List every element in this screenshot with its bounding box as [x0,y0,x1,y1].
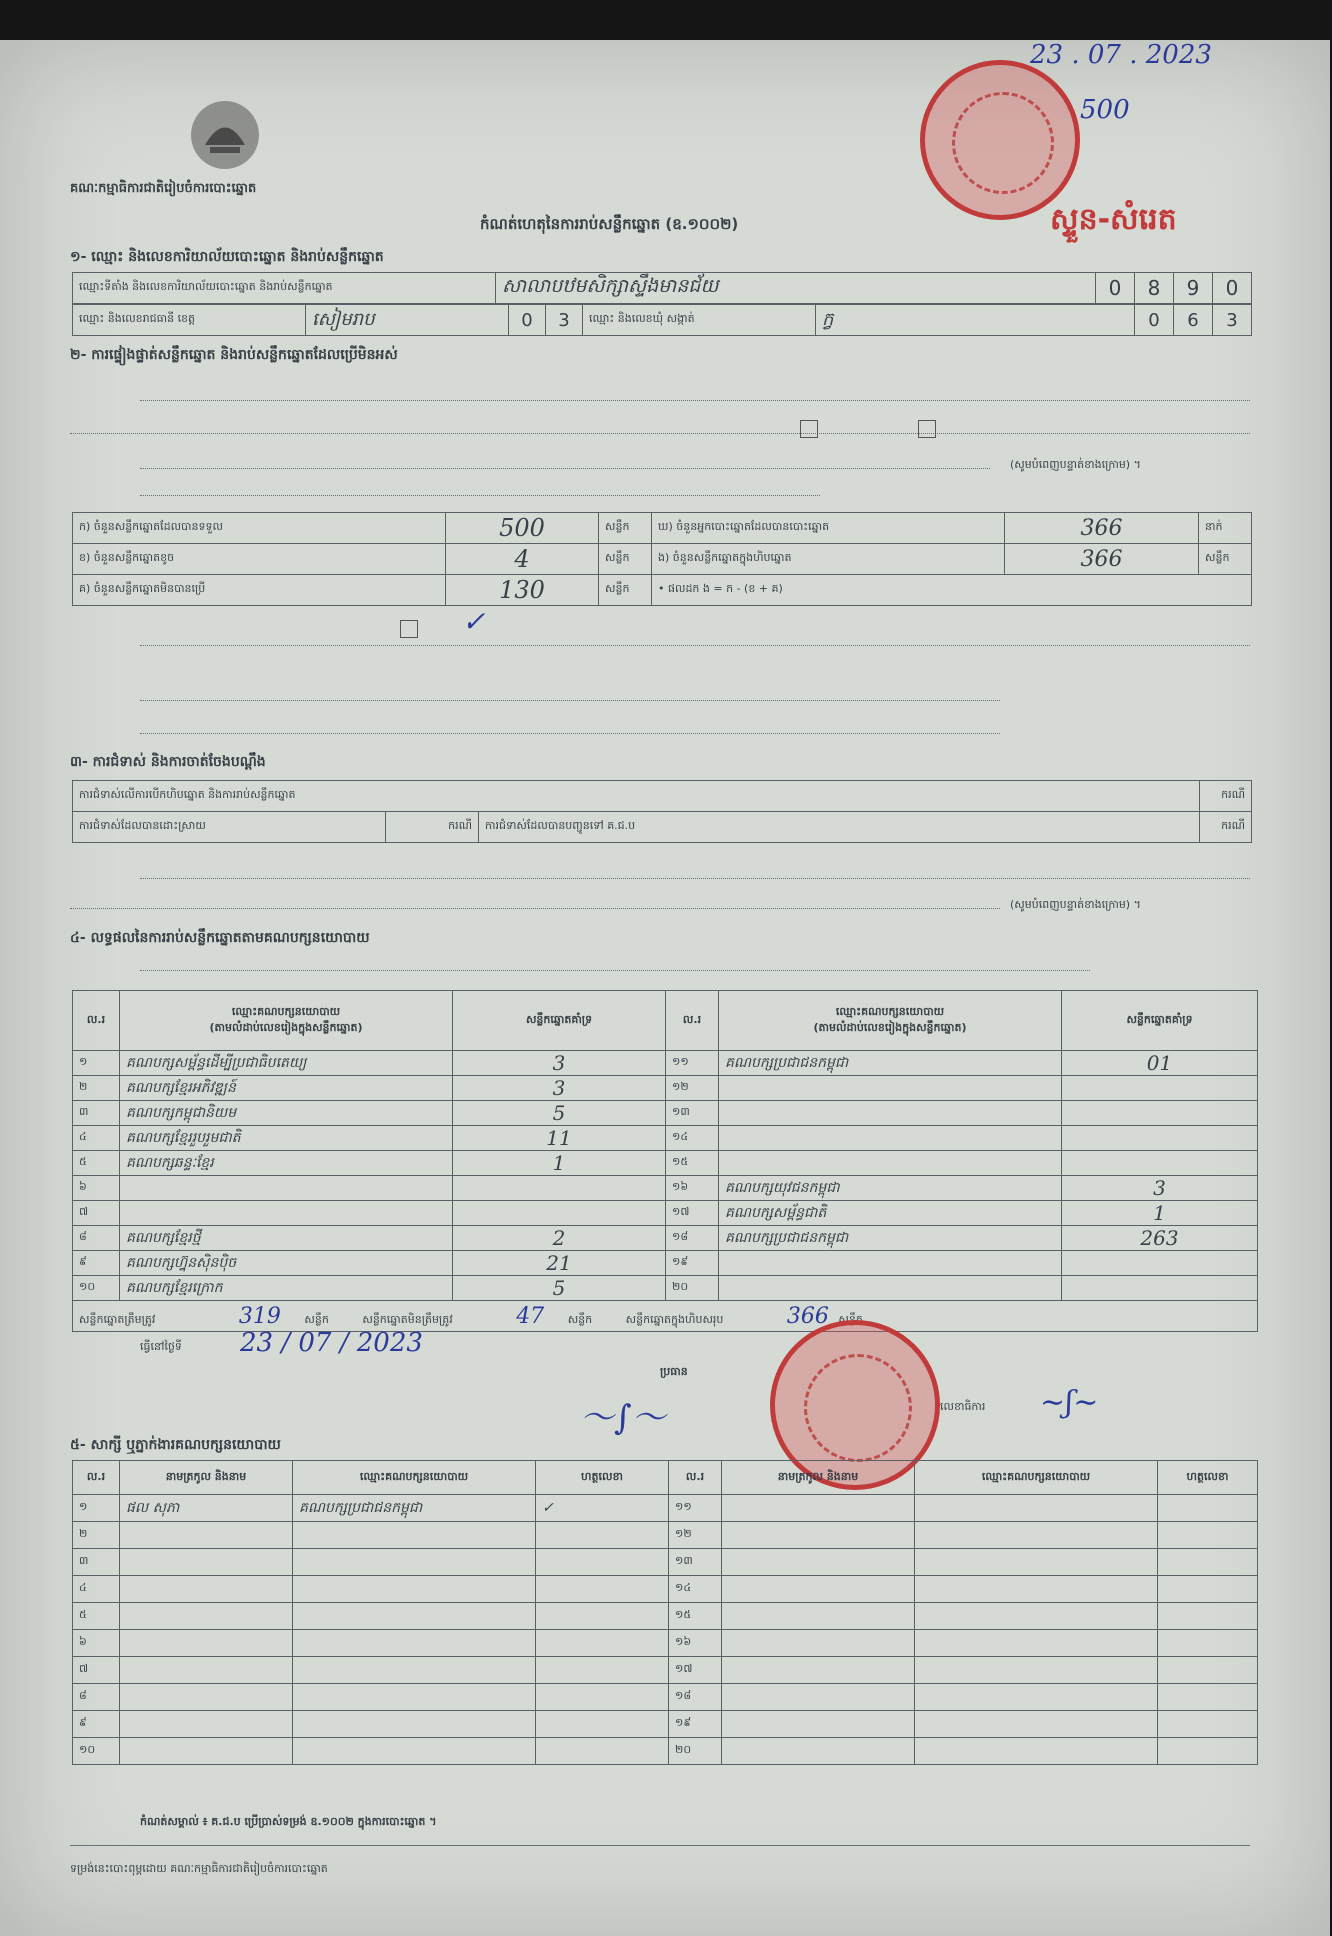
w-left-name [120,1657,293,1684]
s2-value-a: 500 [446,513,599,544]
left-party: គណបក្សខ្មែររួបរួមជាតិ [120,1126,453,1151]
right-party: គណបក្សសម្ព័ន្ធជាតិ [719,1201,1062,1226]
witness-row [73,1630,1258,1657]
witness-row [73,1738,1258,1765]
left-party: គណបក្សសម្ព័ន្ធដើម្បីប្រជាធិបតេយ្យ [120,1051,453,1076]
w-right-party [915,1549,1158,1576]
total-all: 366 [786,1303,829,1329]
w-right-sign [1158,1549,1258,1576]
w-left-party [293,1603,536,1630]
w-left-party: គណបក្សប្រជាជនកម្ពុជា [293,1495,536,1522]
w-right-party [915,1603,1158,1630]
witness-row [73,1549,1258,1576]
checkbox[interactable] [800,418,818,438]
left-no: ៨ [73,1226,120,1251]
w-right-no: ១៧ [669,1657,722,1684]
left-no: ៩ [73,1251,120,1276]
s3-row2: ការជំទាស់ដែលបានដោះស្រាយ [73,812,386,843]
col-no-right: ល.រ [666,991,719,1051]
date-label: ធ្វើនៅថ្ងៃទី [140,1340,182,1353]
w-col-party-right: ឈ្មោះគណបក្សនយោបាយ [915,1461,1158,1495]
w-right-sign [1158,1495,1258,1522]
commune-label: ឈ្មោះ និងលេខឃុំ សង្កាត់ [583,305,816,336]
s2-label-d: ឃ) ចំនួនអ្នកបោះឆ្នោតដែលបានបោះឆ្នោត [652,513,1005,544]
w-left-name [120,1549,293,1576]
w-left-sign [536,1603,669,1630]
checkbox[interactable] [918,418,936,438]
table-row [73,1126,1258,1151]
totals-row: សន្លឹកឆ្នោតត្រឹមត្រូវ 319 សន្លឹក សន្លឹកឆ្នោតមិនត្រឹមត្រូវ 47 សន្លឹក សន្លឹកឆ្នោតក្នុងហិបសរុប 366 សន្លឹក [73,1301,1258,1332]
w-col-sign-right: ហត្ថលេខា [1158,1461,1258,1495]
col-votes-left: សន្លឹកឆ្នោតគាំទ្រ [453,991,666,1051]
right-votes: 1 [1062,1201,1258,1226]
section2-table [72,512,1252,606]
form-sheet [0,40,1330,1936]
right-party: គណបក្សប្រជាជនកម្ពុជា [719,1051,1062,1076]
left-no: ១០ [73,1276,120,1301]
w-left-party [293,1549,536,1576]
right-party: គណបក្សយុវជនកម្ពុជា [719,1176,1062,1201]
w-right-sign [1158,1576,1258,1603]
left-no: ៣ [73,1101,120,1126]
s3-row2-unit: ករណី [1199,812,1251,843]
s2-value-c: 130 [446,575,599,606]
section2-note: (សូមបំពេញបន្ទាត់ខាងក្រោម) ។ [1010,458,1141,471]
w-left-party [293,1522,536,1549]
right-no: ១២ [666,1076,719,1101]
w-left-party [293,1738,536,1765]
w-right-no: ១៨ [669,1684,722,1711]
stamp-text: ស្ទួន-សំរេត [1050,202,1177,237]
office-label: ឈ្មោះទីតាំង និងលេខការិយាល័យបោះឆ្នោត និងរាប់សន្លឹកឆ្នោត [73,273,496,304]
right-party [719,1276,1062,1301]
right-votes: 01 [1062,1051,1258,1076]
right-party: គណបក្សប្រជាជនកម្ពុជា [719,1226,1062,1251]
w-right-party [915,1657,1158,1684]
w-col-no-right: ល.រ [669,1461,722,1495]
section1-table-row2 [72,304,1252,336]
w-left-name [120,1576,293,1603]
s3-row2-mid: ករណី [386,812,479,843]
commune-name: ក្វ [816,305,1135,336]
w-right-sign [1158,1657,1258,1684]
w-right-name [722,1630,915,1657]
w-right-name [722,1738,915,1765]
w-left-sign [536,1711,669,1738]
right-no: ២០ [666,1276,719,1301]
section1-table [72,272,1252,304]
commune-digit-1: 0 [1135,305,1174,336]
w-right-party [915,1711,1158,1738]
dotted-line [140,733,1000,734]
right-votes [1062,1151,1258,1176]
s2-label-e: ង) ចំនួនសន្លឹកឆ្នោតក្នុងហិបឆ្នោត [652,544,1005,575]
left-votes: 3 [453,1076,666,1101]
w-left-party [293,1711,536,1738]
left-party: គណបក្សខ្មែរថ្មី [120,1226,453,1251]
w-right-no: ១៣ [669,1549,722,1576]
w-right-sign [1158,1603,1258,1630]
right-votes [1062,1126,1258,1151]
w-left-name [120,1630,293,1657]
w-right-party [915,1738,1158,1765]
total-valid: 319 [238,1303,281,1329]
witness-row [73,1576,1258,1603]
w-right-sign [1158,1711,1258,1738]
handwritten-date: 23 . 07 . 2023 [1030,40,1212,70]
w-right-party [915,1522,1158,1549]
col-party-right: ឈ្មោះគណបក្សនយោបាយ (តាមលំដាប់លេខរៀងក្នុងសន្លឹកឆ្នោត) [719,991,1062,1051]
w-right-no: ១២ [669,1522,722,1549]
left-votes: 21 [453,1251,666,1276]
office-digit-1: 0 [1096,273,1135,304]
w-left-sign: ✓ [536,1495,669,1522]
witness-row [73,1603,1258,1630]
w-right-sign [1158,1630,1258,1657]
left-votes: 3 [453,1051,666,1076]
left-votes [453,1201,666,1226]
office-name: សាលាបឋមសិក្សាស្ទឹងមានជ័យ [496,273,1096,304]
dotted-line [140,700,1000,701]
witness-row [73,1522,1258,1549]
w-left-name [120,1522,293,1549]
left-no: ២ [73,1076,120,1101]
s2-label-a: ក) ចំនួនសន្លឹកឆ្នោតដែលបានទទួល [73,513,446,544]
left-votes: 1 [453,1151,666,1176]
s2-formula: • ផលដក ង = ក - (ខ + គ) [652,575,1252,606]
office-digit-3: 9 [1174,273,1213,304]
right-votes [1062,1101,1258,1126]
table-row [73,1276,1258,1301]
right-no: ១៤ [666,1126,719,1151]
w-left-name [120,1711,293,1738]
s2-unit-b: សន្លឹក [599,544,652,575]
dotted-line [70,908,1000,909]
w-left-no: ៥ [73,1603,120,1630]
table-row [73,1201,1258,1226]
w-right-no: ១៥ [669,1603,722,1630]
commune-digit-3: 3 [1213,305,1252,336]
w-left-name [120,1738,293,1765]
s2-value-b: 4 [446,544,599,575]
w-left-sign [536,1549,669,1576]
left-votes: 5 [453,1101,666,1126]
w-right-sign [1158,1522,1258,1549]
section4-title: ៤- លទ្ធផលនៃការរាប់សន្លឹកឆ្នោតតាមគណបក្សនយោបាយ [70,930,370,946]
total-invalid: 47 [516,1303,545,1329]
witness-table [72,1460,1258,1765]
s3-row2-b: ការជំទាស់ដែលបានបញ្ជូនទៅ គ.ជ.ប [479,812,1200,843]
province-digit-2: 3 [546,305,583,336]
w-col-name-right: នាមត្រកូល និងនាម [722,1461,915,1495]
left-party: គណបក្សហ្វ៊ុនស៊ិនប៉ិច [120,1251,453,1276]
section3-table [72,780,1252,843]
section2-title: ២- ការផ្ទៀងផ្ទាត់សន្លឹកឆ្នោត និងរាប់សន្លឹកឆ្នោតដែលប្រើមិនអស់ [70,347,398,363]
w-left-no: ៧ [73,1657,120,1684]
s2-unit-a: សន្លឹក [599,513,652,544]
s2-unit-e: សន្លឹក [1199,544,1252,575]
w-right-party [915,1630,1158,1657]
left-votes: 5 [453,1276,666,1301]
w-left-no: ៤ [73,1576,120,1603]
right-no: ១១ [666,1051,719,1076]
witness-row [73,1495,1258,1522]
s2-unit-c: សន្លឹក [599,575,652,606]
s3-row1-unit: ករណី [1199,781,1251,812]
office-digit-4: 0 [1213,273,1252,304]
bottom-line: ទម្រង់នេះបោះពុម្ពដោយ គណៈកម្មាធិការជាតិរៀបចំការបោះឆ្នោត [70,1862,328,1875]
province-name: សៀមរាប [306,305,509,336]
w-right-no: ១៩ [669,1711,722,1738]
w-right-party [915,1576,1158,1603]
w-col-name-left: នាមត្រកូល និងនាម [120,1461,293,1495]
footnote: កំណត់សម្គាល់ ៖ គ.ជ.ប ប្រើប្រាស់ទម្រង់ ឧ.១០០២ ក្នុងការបោះឆ្នោត ។ [140,1815,437,1828]
col-votes-right: សន្លឹកឆ្នោតគាំទ្រ [1062,991,1258,1051]
s3-row1: ការជំទាស់លើការបើកហិបឆ្នោត និងការរាប់សន្លឹកឆ្នោត [73,781,1200,812]
dotted-line [140,970,1090,971]
table-row [73,1076,1258,1101]
left-party: គណបក្សខ្មែរអភិវឌ្ឍន៍ [120,1076,453,1101]
commune-digit-2: 6 [1174,305,1213,336]
w-right-name [722,1684,915,1711]
left-party [120,1176,453,1201]
w-right-name [722,1522,915,1549]
w-left-sign [536,1522,669,1549]
section3-title: ៣- ការជំទាស់ និងការចាត់ចែងបណ្តឹង [70,754,266,770]
w-left-sign [536,1657,669,1684]
office-digit-2: 8 [1135,273,1174,304]
s2-label-c: គ) ចំនួនសន្លឹកឆ្នោតមិនបានប្រើ [73,575,446,606]
right-party [719,1101,1062,1126]
right-votes [1062,1251,1258,1276]
witness-row [73,1684,1258,1711]
table-row [73,1101,1258,1126]
left-votes: 2 [453,1226,666,1251]
witness-row [73,1711,1258,1738]
right-votes [1062,1076,1258,1101]
province-label: ឈ្មោះ និងលេខរាជធានី ខេត្ត [73,305,306,336]
checkbox[interactable] [400,618,418,638]
w-left-sign [536,1630,669,1657]
secretary-label: លេខាធិការ [940,1400,986,1413]
w-right-name [722,1549,915,1576]
w-left-sign [536,1738,669,1765]
date-value: 23 / 07 / 2023 [240,1328,423,1358]
dotted-line [140,400,1250,401]
w-left-name: ផល សុភា [120,1495,293,1522]
dotted-line [140,645,1250,646]
w-col-sign-left: ហត្ថលេខា [536,1461,669,1495]
right-no: ១៣ [666,1101,719,1126]
right-party [719,1076,1062,1101]
col-no-left: ល.រ [73,991,120,1051]
s2-value-e: 366 [1005,544,1199,575]
left-party: គណបក្សឆន្ទៈខ្មែរ [120,1151,453,1176]
dotted-line [70,433,1250,434]
w-right-sign [1158,1684,1258,1711]
table-row [73,1176,1258,1201]
table-row [73,1151,1258,1176]
right-no: ១៥ [666,1151,719,1176]
left-party [120,1201,453,1226]
w-left-no: ៨ [73,1684,120,1711]
province-digit-1: 0 [509,305,546,336]
w-right-name [722,1576,915,1603]
form-title: កំណត់ហេតុនៃការរាប់សន្លឹកឆ្នោត (ឧ.១០០២) [480,215,739,233]
section5-title: ៥- សាក្សី ឬភ្នាក់ងារគណបក្សនយោបាយ [70,1437,281,1453]
w-left-party [293,1657,536,1684]
right-votes [1062,1276,1258,1301]
col-party-left: ឈ្មោះគណបក្សនយោបាយ (តាមលំដាប់លេខរៀងក្នុងសន្លឹកឆ្នោត) [120,991,453,1051]
w-right-name [722,1495,915,1522]
s2-value-d: 366 [1005,513,1199,544]
left-votes [453,1176,666,1201]
w-left-no: ៩ [73,1711,120,1738]
secretary-signature: ∼ʃ∼ [1040,1385,1099,1420]
left-no: ៧ [73,1201,120,1226]
w-right-name [722,1711,915,1738]
w-left-sign [536,1576,669,1603]
w-right-party [915,1495,1158,1522]
w-left-party [293,1576,536,1603]
left-no: ៥ [73,1151,120,1176]
w-left-party [293,1684,536,1711]
right-no: ១៨ [666,1226,719,1251]
results-table [72,990,1258,1332]
witness-row [73,1657,1258,1684]
dotted-line [140,495,820,496]
left-votes: 11 [453,1126,666,1151]
emblem-icon [180,95,270,175]
w-left-no: ១០ [73,1738,120,1765]
w-left-name [120,1684,293,1711]
w-left-no: ៣ [73,1549,120,1576]
top-seal [920,60,1080,220]
w-right-no: ២០ [669,1738,722,1765]
table-row [73,1051,1258,1076]
left-party: គណបក្សកម្ពុជានិយម [120,1101,453,1126]
president-signature: 〜∫〜 [580,1398,666,1438]
ministry-line: គណៈកម្មាធិការជាតិរៀបចំការបោះឆ្នោត [70,181,257,196]
left-no: ៦ [73,1176,120,1201]
w-right-no: ១៦ [669,1630,722,1657]
w-right-no: ១៤ [669,1576,722,1603]
right-no: ១៩ [666,1251,719,1276]
w-right-name [722,1603,915,1630]
w-left-sign [536,1684,669,1711]
w-right-no: ១១ [669,1495,722,1522]
right-party [719,1126,1062,1151]
table-row [73,1251,1258,1276]
right-party [719,1151,1062,1176]
right-no: ១៦ [666,1176,719,1201]
check-mark-icon: ✓ [462,605,486,638]
s2-unit-d: នាក់ [1199,513,1252,544]
left-no: ៤ [73,1126,120,1151]
section1-title: ១- ឈ្មោះ និងលេខការិយាល័យបោះឆ្នោត និងរាប់សន្លឹកឆ្នោត [70,249,384,265]
handwritten-count: 500 [1080,95,1130,125]
left-no: ១ [73,1051,120,1076]
w-left-party [293,1630,536,1657]
footer-rule [70,1845,1250,1846]
dotted-line [140,468,990,469]
w-left-no: ១ [73,1495,120,1522]
president-label: ប្រធាន [660,1365,688,1378]
w-col-party-left: ឈ្មោះគណបក្សនយោបាយ [293,1461,536,1495]
s2-label-b: ខ) ចំនួនសន្លឹកឆ្នោតខូច [73,544,446,575]
table-row [73,1226,1258,1251]
right-votes: 263 [1062,1226,1258,1251]
w-left-no: ៦ [73,1630,120,1657]
left-party: គណបក្សខ្មែរក្រោក [120,1276,453,1301]
w-col-no-left: ល.រ [73,1461,120,1495]
w-right-party [915,1684,1158,1711]
right-votes: 3 [1062,1176,1258,1201]
dotted-line [140,878,1250,879]
w-right-name [722,1657,915,1684]
w-right-sign [1158,1738,1258,1765]
w-left-no: ២ [73,1522,120,1549]
w-left-name [120,1603,293,1630]
right-party [719,1251,1062,1276]
section3-note: (សូមបំពេញបន្ទាត់ខាងក្រោម) ។ [1010,898,1141,911]
right-no: ១៧ [666,1201,719,1226]
